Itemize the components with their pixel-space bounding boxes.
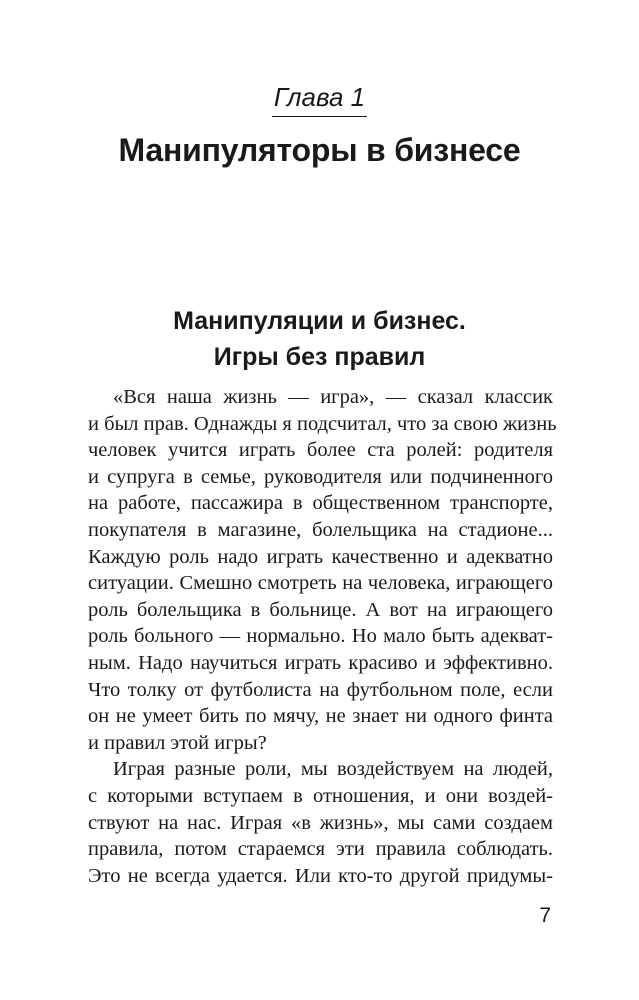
section-title: [0, 303, 639, 375]
text-line: с которыми вступаем в отношения, и они воздей-: [88, 784, 553, 807]
body-text: [88, 384, 557, 889]
text-line: ствуют на нас. Играя «в жизнь», мы сами создаем: [88, 811, 553, 834]
text-line: и супруга в семье, руководителя или подчиненного: [88, 465, 553, 488]
text-line: и был прав. Однажды я подсчитал, что за свою жизнь: [88, 412, 557, 435]
text-line: человек учится играть более ста ролей: родителя: [88, 439, 553, 462]
text-line: ным. Надо научиться играть красиво и эффективно.: [88, 651, 553, 674]
section-title-line: Игры без правил: [213, 343, 426, 371]
text-line: покупателя в магазине, болельщика на стадионе...: [88, 518, 553, 541]
text-line: Что толку от футболиста на футбольном поле, если: [88, 678, 553, 701]
page-number: 7: [539, 904, 551, 927]
chapter-title: Манипуляторы в бизнесе: [118, 132, 521, 168]
text-line: роль болельщика в больнице. А вот на играющего: [88, 598, 553, 621]
text-line: Играя разные роли, мы воздействуем на людей,: [113, 758, 553, 781]
chapter-label: [0, 80, 639, 117]
paragraph-2: [88, 756, 553, 889]
text-line: роль больного — нормально. Но мало быть адекват-: [88, 625, 553, 648]
text-line: на работе, пассажира в общественном транспорте,: [88, 492, 553, 515]
text-line: ситуации. Смешно смотреть на человека, играющего: [88, 572, 553, 595]
text-line: Каждую роль надо играть качественно и адекватно: [88, 545, 553, 568]
paragraph-1: [88, 384, 557, 756]
section-title-line: Манипуляции и бизнес.: [173, 307, 466, 335]
text-line: «Вся наша жизнь — игра», — сказал классик: [113, 386, 553, 408]
text-line: правила, потом стараемся эти правила соблюдать.: [88, 838, 553, 861]
text-line: Это не всегда удается. Или кто-то другой придумы-: [88, 864, 553, 887]
text-line: он не умеет бить по мячу, не знает ни одного финта: [88, 705, 553, 728]
chapter-label-text: Глава 1: [272, 80, 367, 117]
text-line: и правил этой игры?: [88, 731, 267, 754]
